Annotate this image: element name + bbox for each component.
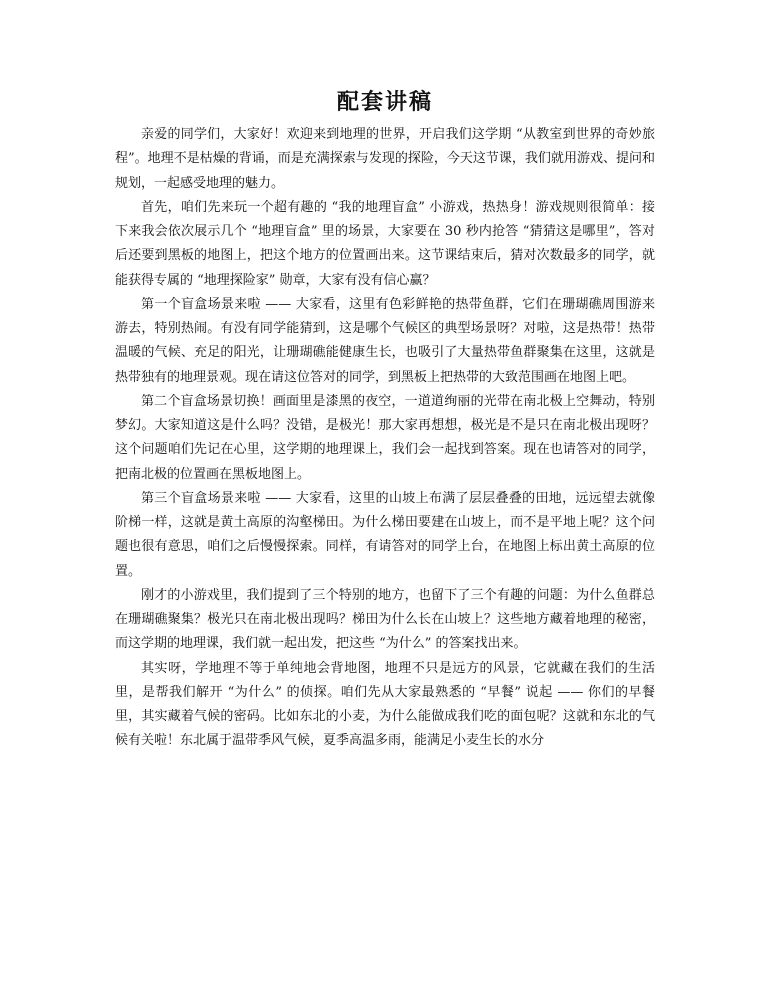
paragraph-7: 其实呀，学地理不等于单纯地会背地图，地理不只是远方的风景，它就藏在我们的生活里，是帮我们解开 “为什么” 的侦探。咱们先从大家最熟悉的 “早餐” 说起 —— 你们的早餐里，其实藏着气候的密码。比如东北的小麦，为什么能做成我们吃的面包呢？这就和东北的气候有关啦！东北属于温带季风气候，夏季高温多雨，能满足小麦生长的水分 — [115, 660, 655, 749]
paragraph-3: 第一个盲盒场景来啦 —— 大家看，这里有色彩鲜艳的热带鱼群，它们在珊瑚礁周围游来游去，特别热闹。有没有同学能猜到，这是哪个气候区的典型场景呀？对啦，这是热带！热带温暖的气候、充足的阳光，让珊瑚礁能健康生长，也吸引了大量热带鱼群聚集在这里，这就是热带独有的地理景观。现在请这位答对的同学，到黑板上把热带的大致范围画在地图上吧。 — [115, 296, 655, 385]
paragraph-2: 首先，咱们先来玩一个超有趣的 “我的地理盲盒” 小游戏，热热身！游戏规则很简单：接下来我会依次展示几个 “地理盲盒” 里的场景，大家要在 30 秒内抢答 “猜猜这是哪里”，答对后还要到黑板的地图上，把这个地方的位置画出来。这节课结束后，猜对次数最多的同学，就能获得专属的 “地理探险家” 勋章，大家有没有信心赢？ — [115, 199, 655, 288]
page-title: 配套讲稿 — [336, 90, 433, 115]
paragraph-6: 刚才的小游戏里，我们提到了三个特别的地方，也留下了三个有趣的问题：为什么鱼群总在珊瑚礁聚集？极光只在南北极出现吗？梯田为什么长在山坡上？这些地方藏着地理的秘密，而这学期的地理课，我们就一起出发，把这些 “为什么” 的答案找出来。 — [115, 587, 655, 652]
paragraph-5: 第三个盲盒场景来啦 —— 大家看，这里的山坡上布满了层层叠叠的田地，远远望去就像阶梯一样，这就是黄土高原的沟壑梯田。为什么梯田要建在山坡上，而不是平地上呢？这个问题也很有意思，咱们之后慢慢探索。同样，有请答对的同学上台，在地图上标出黄土高原的位置。 — [115, 490, 655, 579]
document-body — [115, 123, 655, 754]
paragraph-1: 亲爱的同学们，大家好！欢迎来到地理的世界，开启我们这学期 “从教室到世界的奇妙旅程”。地理不是枯燥的背诵，而是充满探索与发现的探险，今天这节课，我们就用游戏、提问和规划，一起感受地理的魅力。 — [115, 127, 655, 191]
paragraph-4: 第二个盲盒场景切换！画面里是漆黑的夜空，一道道绚丽的光带在南北极上空舞动，特别梦幻。大家知道这是什么吗？没错，是极光！那大家再想想，极光是不是只在南北极出现呀？这个问题咱们先记在心里，这学期的地理课上，我们会一起找到答案。现在也请答对的同学，把南北极的位置画在黑板地图上。 — [115, 393, 655, 482]
